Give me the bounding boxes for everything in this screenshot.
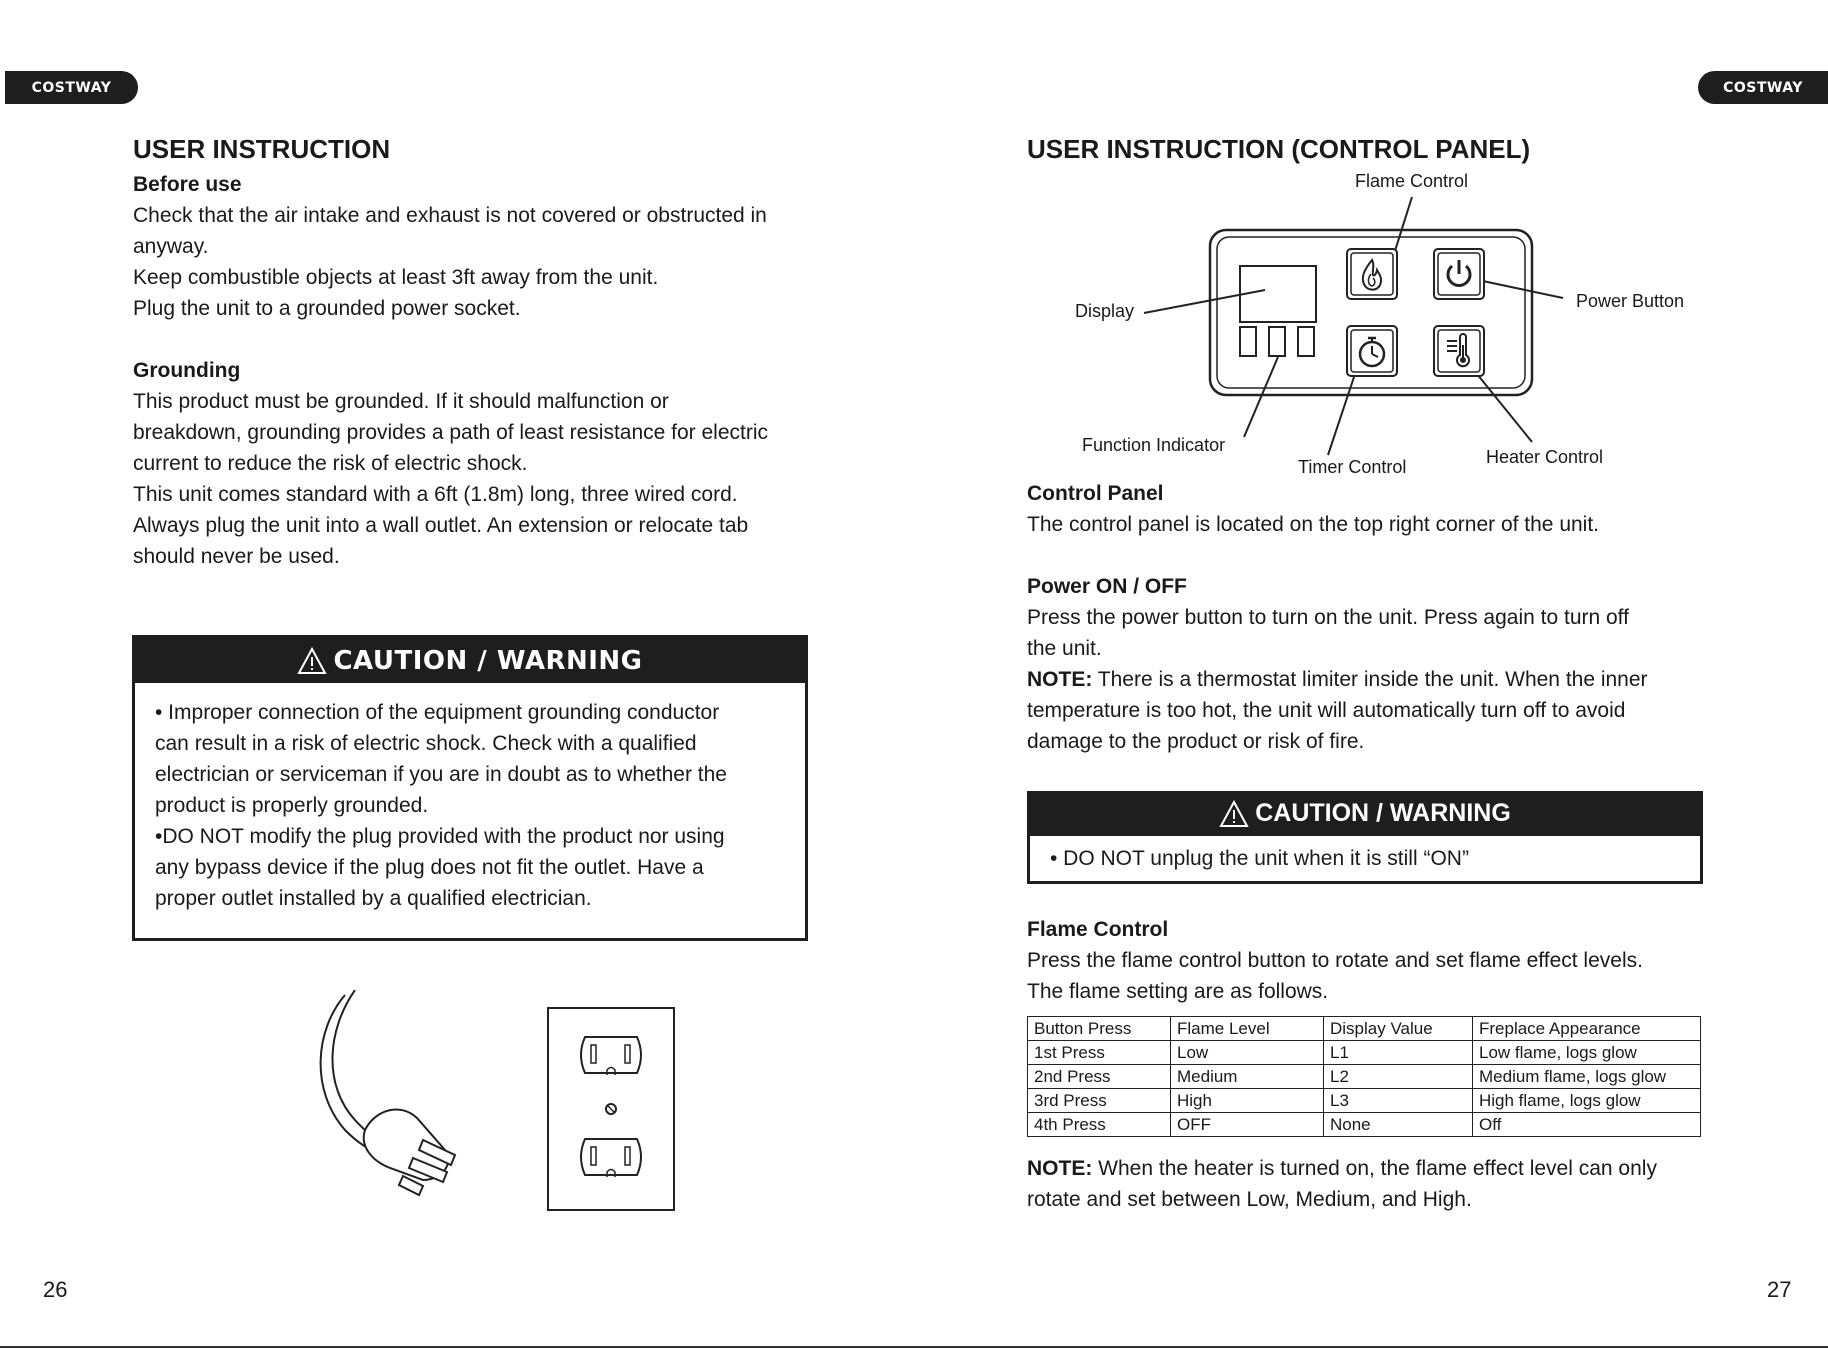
caution-line: electrician or serviceman if you are in doubt as to whether the: [155, 763, 727, 786]
table-row: [1028, 1113, 1701, 1137]
note-line: [1027, 664, 1727, 695]
text-line: Plug the unit to a grounded power socket.: [133, 297, 521, 320]
text-line: Press the power button to turn on the unit. Press again to turn off: [1027, 606, 1629, 629]
plug-icon: [305, 990, 485, 1200]
before-use-heading: Before use: [133, 173, 242, 196]
text-line: The flame setting are as follows.: [1027, 980, 1329, 1003]
table-cell: 4th Press: [1028, 1113, 1171, 1137]
flame-control-section: [1027, 914, 1727, 1215]
caution-line: any bypass device if the plug does not fit the outlet. Have a: [155, 856, 704, 879]
text-line: The control panel is located on the top right corner of the unit.: [1027, 513, 1600, 536]
text-line: Always plug the unit into a wall outlet. An extension or relocate tab: [133, 514, 749, 537]
table-cell: L2: [1324, 1065, 1473, 1089]
table-cell: Medium: [1171, 1065, 1324, 1089]
caution-line: • Improper connection of the equipment grounding conductor: [155, 701, 720, 724]
table-row: [1028, 1065, 1701, 1089]
table-cell: Medium flame, logs glow: [1473, 1065, 1701, 1089]
right-page-content: [1027, 133, 1727, 169]
text-line: Check that the air intake and exhaust is not covered or obstructed in: [133, 204, 767, 227]
text-line: should never be used.: [133, 545, 340, 568]
label-power-button: Power Button: [1576, 291, 1685, 311]
table-header-cell: Flame Level: [1171, 1017, 1324, 1041]
label-timer-control: Timer Control: [1298, 457, 1407, 477]
text-line: Keep combustible objects at least 3ft away from the unit.: [133, 266, 659, 289]
label-display: Display: [1075, 301, 1135, 321]
table-cell: Low: [1171, 1041, 1324, 1065]
label-flame-control: Flame Control: [1355, 171, 1469, 191]
table-cell: L1: [1324, 1041, 1473, 1065]
text-line: This product must be grounded. If it should malfunction or: [133, 390, 669, 413]
outlet-icon: [547, 1007, 675, 1211]
brand-tab-right: COSTWAY: [1698, 71, 1828, 104]
table-cell: None: [1324, 1113, 1473, 1137]
table-cell: High flame, logs glow: [1473, 1089, 1701, 1113]
flame-control-heading: Flame Control: [1027, 918, 1169, 941]
warning-triangle-icon: [297, 647, 327, 675]
text-line: the unit.: [1027, 637, 1102, 660]
caution-line: proper outlet installed by a qualified electrician.: [155, 887, 592, 910]
flame-icon[interactable]: [1346, 248, 1398, 300]
table-header-cell: Button Press: [1028, 1017, 1171, 1041]
power-icon[interactable]: [1433, 248, 1485, 300]
label-function-indicator: Function Indicator: [1082, 435, 1226, 455]
note-label: NOTE:: [1027, 668, 1093, 691]
note-line: temperature is too hot, the unit will automatically turn off to avoid: [1027, 699, 1626, 722]
table-cell: L3: [1324, 1089, 1473, 1113]
page-number-right: 27: [1767, 1277, 1792, 1302]
table-header-cell: Freplace Appearance: [1473, 1017, 1701, 1041]
table-row: [1028, 1089, 1701, 1113]
table-row: [1028, 1041, 1701, 1065]
control-panel-heading: Control Panel: [1027, 482, 1164, 505]
label-heater-control: Heater Control: [1486, 447, 1604, 467]
caution-title: CAUTION / WARNING: [333, 645, 643, 676]
caution-box-right: [1027, 791, 1703, 886]
text-line: This unit comes standard with a 6ft (1.8m) long, three wired cord.: [133, 483, 738, 506]
note-text: When the heater is turned on, the flame effect level can only: [1092, 1157, 1657, 1180]
caution-line: •DO NOT modify the plug provided with the product nor using: [155, 825, 725, 848]
table-cell: OFF: [1171, 1113, 1324, 1137]
page-title: USER INSTRUCTION: [133, 134, 391, 164]
page-title: USER INSTRUCTION (CONTROL PANEL): [1027, 134, 1531, 164]
text-line: Press the flame control button to rotate and set flame effect levels.: [1027, 949, 1643, 972]
table-cell: Off: [1473, 1113, 1701, 1137]
warning-triangle-icon: [1219, 800, 1249, 828]
note-line: [1027, 1153, 1727, 1184]
caution-line: can result in a risk of electric shock. Check with a qualified: [155, 732, 697, 755]
brand-tab-left: COSTWAY: [5, 71, 138, 104]
table-cell: 1st Press: [1028, 1041, 1171, 1065]
caution-line: • DO NOT unplug the unit when it is still “ON”: [1050, 846, 1469, 870]
left-page-content: [133, 133, 823, 572]
right-page-body: [1027, 478, 1727, 757]
heater-icon[interactable]: [1433, 325, 1485, 377]
power-heading: Power ON / OFF: [1027, 575, 1187, 598]
text-line: anyway.: [133, 235, 209, 258]
caution-line: product is properly grounded.: [155, 794, 429, 817]
table-cell: Low flame, logs glow: [1473, 1041, 1701, 1065]
control-panel-diagram: [1060, 165, 1710, 485]
text-line: current to reduce the risk of electric shock.: [133, 452, 528, 475]
timer-icon[interactable]: [1346, 325, 1398, 377]
grounding-heading: Grounding: [133, 359, 241, 382]
text-line: breakdown, grounding provides a path of least resistance for electric: [133, 421, 769, 444]
note-line: rotate and set between Low, Medium, and High.: [1027, 1188, 1472, 1211]
note-label: NOTE:: [1027, 1157, 1093, 1180]
note-text: There is a thermostat limiter inside the unit. When the inner: [1092, 668, 1648, 691]
table-cell: 2nd Press: [1028, 1065, 1171, 1089]
table-cell: 3rd Press: [1028, 1089, 1171, 1113]
caution-title: CAUTION / WARNING: [1255, 799, 1511, 827]
note-line: damage to the product or risk of fire.: [1027, 730, 1365, 753]
table-cell: High: [1171, 1089, 1324, 1113]
table-header-row: [1028, 1017, 1701, 1041]
page-bottom-rule: [0, 1346, 1828, 1348]
flame-settings-table: [1027, 1016, 1701, 1137]
caution-box-left: [132, 635, 808, 941]
page-number-left: 26: [43, 1277, 68, 1302]
table-header-cell: Display Value: [1324, 1017, 1473, 1041]
